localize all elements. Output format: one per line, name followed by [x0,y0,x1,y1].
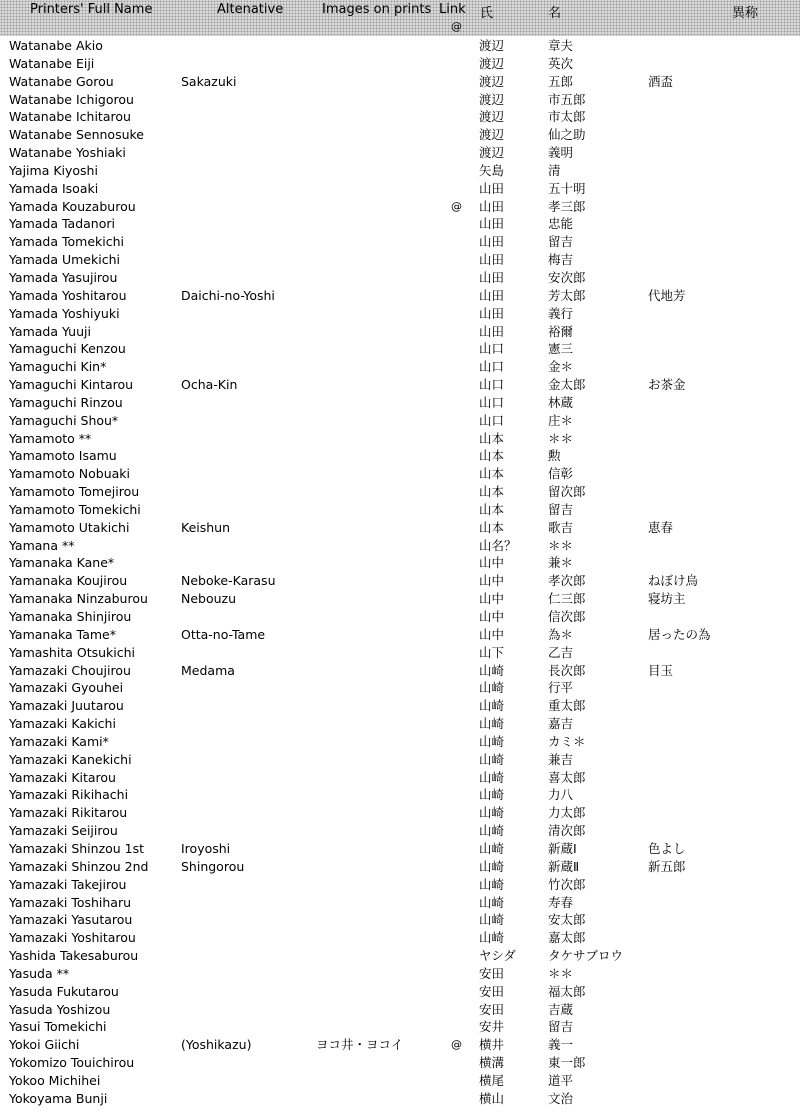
surname-kanji: 渡辺 [479,55,505,71]
printer-full-name: Yamaguchi Kin* [9,359,107,375]
given-name-kanji: 金＊ [548,359,574,375]
surname-kanji: 山崎 [479,894,505,910]
surname-kanji: 矢島 [479,162,505,178]
table-row [0,305,800,323]
given-name-kanji: 林蔵 [548,394,574,410]
table-row [0,198,800,216]
surname-kanji: 渡辺 [479,38,505,53]
printer-full-name: Watanabe Sennosuke [9,127,144,143]
alias-kanji: 酒盃 [648,73,674,89]
header-alternative: Altenative [217,2,284,17]
given-name-kanji: 兼吉 [548,751,574,767]
surname-kanji: 山本 [479,484,505,500]
surname-kanji: 安田 [479,983,505,999]
surname-kanji: 山本 [479,430,505,446]
table-row [0,269,800,287]
surname-kanji: 山本 [479,448,505,464]
given-name-kanji: 仁三郎 [548,591,586,607]
given-name-kanji: 留吉 [548,234,574,250]
table-row [0,947,800,965]
table-row [0,983,800,1001]
table-row [0,376,800,394]
surname-kanji: 横尾 [479,1072,505,1088]
surname-kanji: 山崎 [479,680,505,696]
table-row [0,876,800,894]
printer-full-name: Yokoi Giichi [9,1037,80,1053]
table-row [0,1018,800,1036]
surname-kanji: 山田 [479,216,505,232]
surname-kanji: 山田 [479,198,505,214]
table-row [0,55,800,73]
table-row [0,769,800,787]
surname-kanji: 山口 [479,341,505,357]
surname-kanji: 山口 [479,377,505,393]
printer-name-table [0,37,800,1108]
printer-full-name: Watanabe Ichitarou [9,109,131,125]
table-row [0,644,800,662]
table-row [0,858,800,876]
given-name-kanji: 孝三郎 [548,198,586,214]
table-row [0,251,800,269]
printer-full-name: Yamazaki Rikitarou [9,805,128,821]
given-name-kanji: カミ＊ [548,733,586,749]
given-name-kanji: 喜太郎 [548,769,586,785]
surname-kanji: 山田 [479,287,505,303]
printer-full-name: Yamanaka Tame* [9,626,116,642]
surname-kanji: 山田 [479,252,505,268]
alias-kanji: 新五郎 [648,858,686,874]
given-name-kanji: 市太郎 [548,109,586,125]
given-name-kanji: 憲三 [548,341,574,357]
printer-full-name: Yamazaki Kakichi [9,716,116,732]
table-row [0,786,800,804]
given-name-kanji: 義一 [548,1037,574,1053]
table-row [0,590,800,608]
given-name-kanji: 仙之助 [548,127,586,143]
table-row [0,715,800,733]
given-name-kanji: 重太郎 [548,698,586,714]
printer-full-name: Yasuda Yoshizou [9,1001,111,1017]
given-name-kanji: 英次 [548,55,574,71]
given-name-kanji: 兼＊ [548,555,574,571]
printer-full-name: Yamada Yoshiyuki [9,305,120,321]
table-row [0,501,800,519]
table-row [0,108,800,126]
given-name-kanji: 孝次郎 [548,573,586,589]
printer-full-name: Yasuda ** [9,965,70,981]
printer-full-name: Yamashita Otsukichi [9,644,136,660]
link-mark[interactable]: @ [451,1038,462,1052]
table-row [0,519,800,537]
printer-full-name: Yamamoto Tomejirou [9,484,140,500]
printer-full-name: Yamamoto Tomekichi [9,501,141,517]
table-row [0,162,800,180]
table-row [0,697,800,715]
alternative-name: Iroyoshi [181,840,231,856]
printer-full-name: Yamada Kouzaburou [9,198,136,214]
printer-full-name: Yamaguchi Rinzou [9,394,123,410]
given-name-kanji: 章夫 [548,38,574,53]
printer-full-name: Yamada Tomekichi [9,234,124,250]
surname-kanji: 山崎 [479,662,505,678]
printer-full-name: Yamamoto Isamu [9,448,117,464]
surname-kanji: 渡辺 [479,145,505,161]
table-row [0,1072,800,1090]
table-row [0,804,800,822]
printer-full-name: Yamazaki Gyouhei [9,680,124,696]
table-row [0,233,800,251]
given-name-kanji: 寿春 [548,894,574,910]
table-row [0,537,800,555]
printer-full-name: Yamanaka Kane* [9,555,115,571]
printer-full-name: Yamazaki Choujirou [9,662,131,678]
given-name-kanji: 福太郎 [548,983,586,999]
printer-full-name: Watanabe Akio [9,38,103,53]
table-row [0,572,800,590]
table-row [0,733,800,751]
given-name-kanji: 勲 [548,448,561,464]
printer-full-name: Yamamoto Utakichi [9,519,130,535]
surname-kanji: 山口 [479,359,505,375]
surname-kanji: 横山 [479,1090,505,1106]
table-row [0,1090,800,1108]
table-row [0,287,800,305]
alternative-name: Otta-no-Tame [181,626,266,642]
printer-full-name: Yokomizo Touichirou [9,1055,135,1071]
table-row [0,430,800,448]
printer-full-name: Watanabe Gorou [9,73,114,89]
printer-full-name: Yamazaki Shinzou 1st [9,840,145,856]
surname-kanji: 山本 [479,519,505,535]
alias-kanji: 目玉 [648,662,674,678]
surname-kanji: 安井 [479,1019,505,1035]
surname-kanji: 渡辺 [479,109,505,125]
surname-kanji: 山田 [479,180,505,196]
printer-full-name: Yamazaki Yasutarou [9,912,133,928]
given-name-kanji: 乙吉 [548,644,574,660]
printer-full-name: Yamanaka Ninzaburou [9,591,148,607]
printer-full-name: Yamada Yuuji [9,323,91,339]
alias-kanji: お茶金 [648,377,686,393]
header-images-on-prints: Images on prints [322,2,432,17]
table-row [0,822,800,840]
given-name-kanji: 長次郎 [548,662,586,678]
surname-kanji: 山名？ [479,537,517,553]
alias-kanji: 恵春 [648,519,674,535]
surname-kanji: 渡辺 [479,73,505,89]
alternative-name: Daichi-no-Yoshi [181,287,275,303]
alternative-name: Nebouzu [181,591,237,607]
table-row [0,180,800,198]
surname-kanji: 渡辺 [479,91,505,107]
alternative-name: Shingorou [181,858,245,874]
printer-full-name: Yamana ** [9,537,75,553]
printer-full-name: Yamada Yoshitarou [9,287,127,303]
printer-full-name: Yamanaka Shinjirou [9,609,132,624]
surname-kanji: 横溝 [479,1055,505,1071]
header-mei: 名 [548,6,562,21]
surname-kanji: 横井 [479,1037,505,1053]
printer-full-name: Yamamoto ** [9,430,92,446]
surname-kanji: 山崎 [479,823,505,839]
printer-full-name: Yamazaki Yoshitarou [9,930,136,946]
header-link-mark: @ [451,20,462,33]
surname-kanji: 山田 [479,269,505,285]
given-name-kanji: 安太郎 [548,912,586,928]
printer-full-name: Yamanaka Koujirou [9,573,128,589]
table-row [0,1036,800,1054]
table-row [0,894,800,912]
given-name-kanji: 文治 [548,1090,574,1106]
table-header [0,0,800,36]
given-name-kanji: 信次郎 [548,609,586,624]
alias-kanji: 居ったの為 [648,626,711,642]
printer-full-name: Yamazaki Shinzou 2nd [9,858,149,874]
table-row [0,465,800,483]
surname-kanji: 山崎 [479,733,505,749]
given-name-kanji: 金太郎 [548,377,586,393]
alias-kanji: 寝坊主 [648,591,686,607]
printer-full-name: Yokoo Michihei [9,1072,101,1088]
header-ishou: 異称 [732,6,759,21]
printer-full-name: Watanabe Ichigorou [9,91,134,107]
alias-kanji: 色よし [648,840,686,856]
given-name-kanji: 新蔵Ⅰ [548,840,577,856]
given-name-kanji: 嘉吉 [548,716,574,732]
surname-kanji: 山中 [479,555,505,571]
surname-kanji: 山中 [479,609,505,624]
alternative-name: Neboke-Karasu [181,573,276,589]
table-row [0,340,800,358]
printer-full-name: Yamaguchi Shou* [9,412,119,428]
printer-full-name: Yamamoto Nobuaki [9,466,130,482]
given-name-kanji: 芳太郎 [548,287,586,303]
table-row [0,1054,800,1072]
surname-kanji: 山崎 [479,858,505,874]
surname-kanji: 山中 [479,573,505,589]
printer-full-name: Yokoyama Bunji [9,1090,108,1106]
table-row [0,554,800,572]
surname-kanji: 山下 [479,644,505,660]
given-name-kanji: 為＊ [548,626,574,642]
surname-kanji: 山崎 [479,876,505,892]
surname-kanji: 山崎 [479,698,505,714]
printer-full-name: Yamazaki Rikihachi [9,787,129,803]
surname-kanji: 山崎 [479,787,505,803]
surname-kanji: 山崎 [479,840,505,856]
surname-kanji: 山本 [479,466,505,482]
printer-full-name: Yamada Umekichi [9,252,120,268]
given-name-kanji: 力太郎 [548,805,586,821]
printer-full-name: Yamada Tadanori [9,216,115,232]
printer-full-name: Yamazaki Kanekichi [9,751,132,767]
given-name-kanji: 裕爾 [548,323,574,339]
table-row [0,679,800,697]
alternative-name: Keishun [181,519,231,535]
surname-kanji: ヤシダ [479,948,516,964]
given-name-kanji: 竹次郎 [548,876,586,892]
given-name-kanji: 留吉 [548,501,574,517]
given-name-kanji: 市五郎 [548,91,586,107]
given-name-kanji: 安次郎 [548,269,586,285]
given-name-kanji: 新蔵Ⅱ [548,858,580,874]
surname-kanji: 山崎 [479,805,505,821]
given-name-kanji: 清次郎 [548,823,586,839]
printer-full-name: Yamaguchi Kintarou [9,377,134,393]
surname-kanji: 山崎 [479,930,505,946]
printer-full-name: Watanabe Yoshiaki [9,145,126,161]
given-name-kanji: 吉蔵 [548,1001,574,1017]
table-row [0,483,800,501]
table-row [0,626,800,644]
surname-kanji: 山崎 [479,912,505,928]
alternative-name: Medama [181,662,235,678]
table-row [0,447,800,465]
table-row [0,911,800,929]
given-name-kanji: 嘉太郎 [548,930,586,946]
alias-kanji: 代地芳 [648,287,686,303]
given-name-kanji: タケサブロウ [548,948,624,964]
header-printers-full-name: Printers' Full Name [30,2,153,17]
surname-kanji: 山田 [479,305,505,321]
given-name-kanji: ＊＊ [548,537,574,553]
given-name-kanji: 信彰 [548,466,574,482]
table-row [0,358,800,376]
given-name-kanji: 留次郎 [548,484,586,500]
surname-kanji: 山田 [479,234,505,250]
given-name-kanji: 留吉 [548,1019,574,1035]
given-name-kanji: 行平 [548,680,574,696]
alternative-name: Sakazuki [181,73,237,89]
surname-kanji: 山中 [479,626,505,642]
given-name-kanji: 力八 [548,787,574,803]
printer-full-name: Yamazaki Toshiharu [9,894,132,910]
table-row [0,1001,800,1019]
given-name-kanji: 忠能 [548,216,574,232]
surname-kanji: 山崎 [479,716,505,732]
given-name-kanji: 庄＊ [548,412,574,428]
surname-kanji: 安田 [479,965,505,981]
table-row [0,662,800,680]
surname-kanji: 山本 [479,501,505,517]
given-name-kanji: ＊＊ [548,965,574,981]
surname-kanji: 安田 [479,1001,505,1017]
surname-kanji: 山崎 [479,769,505,785]
header-link: Link [439,2,466,17]
table-row [0,144,800,162]
table-row [0,215,800,233]
table-row [0,37,800,55]
table-row [0,608,800,626]
surname-kanji: 山口 [479,394,505,410]
surname-kanji: 山口 [479,412,505,428]
printer-full-name: Yamazaki Takejirou [9,876,127,892]
given-name-kanji: 道平 [548,1072,574,1088]
alternative-name: (Yoshikazu) [181,1037,252,1053]
surname-kanji: 山崎 [479,751,505,767]
surname-kanji: 山田 [479,323,505,339]
surname-kanji: 渡辺 [479,127,505,143]
given-name-kanji: 五郎 [548,73,574,89]
printer-full-name: Yamaguchi Kenzou [9,341,126,357]
table-row [0,126,800,144]
printer-full-name: Yamazaki Seijirou [9,823,118,839]
printer-full-name: Yasuda Fukutarou [9,983,119,999]
printer-full-name: Yashida Takesaburou [9,948,139,964]
given-name-kanji: 梅吉 [548,252,574,268]
table-row [0,965,800,983]
alternative-name: Ocha-Kin [181,377,238,393]
printer-full-name: Yamazaki Juutarou [9,698,124,714]
table-row [0,73,800,91]
table-row [0,323,800,341]
given-name-kanji: 清 [548,162,561,178]
header-sei: 氏 [480,6,494,21]
given-name-kanji: 義明 [548,145,574,161]
images-on-prints: ヨコ井・ヨコイ [316,1037,404,1053]
table-row [0,751,800,769]
alias-kanji: ねぼけ烏 [648,573,699,589]
table-row [0,91,800,109]
printer-full-name: Yamazaki Kami* [9,733,109,749]
table-row [0,929,800,947]
printer-full-name: Watanabe Eiji [9,55,95,71]
given-name-kanji: 東一郎 [548,1055,586,1071]
surname-kanji: 山中 [479,591,505,607]
table-row [0,840,800,858]
printer-full-name: Yamada Yasujirou [9,269,118,285]
table-row [0,412,800,430]
printer-full-name: Yamazaki Kitarou [9,769,116,785]
printer-full-name: Yajima Kiyoshi [9,162,98,178]
printer-full-name: Yasui Tomekichi [9,1019,107,1035]
given-name-kanji: ＊＊ [548,430,574,446]
printer-full-name: Yamada Isoaki [9,180,99,196]
given-name-kanji: 五十明 [548,180,586,196]
table-row [0,394,800,412]
link-mark[interactable]: @ [451,199,462,213]
given-name-kanji: 義行 [548,305,574,321]
given-name-kanji: 歌吉 [548,519,574,535]
